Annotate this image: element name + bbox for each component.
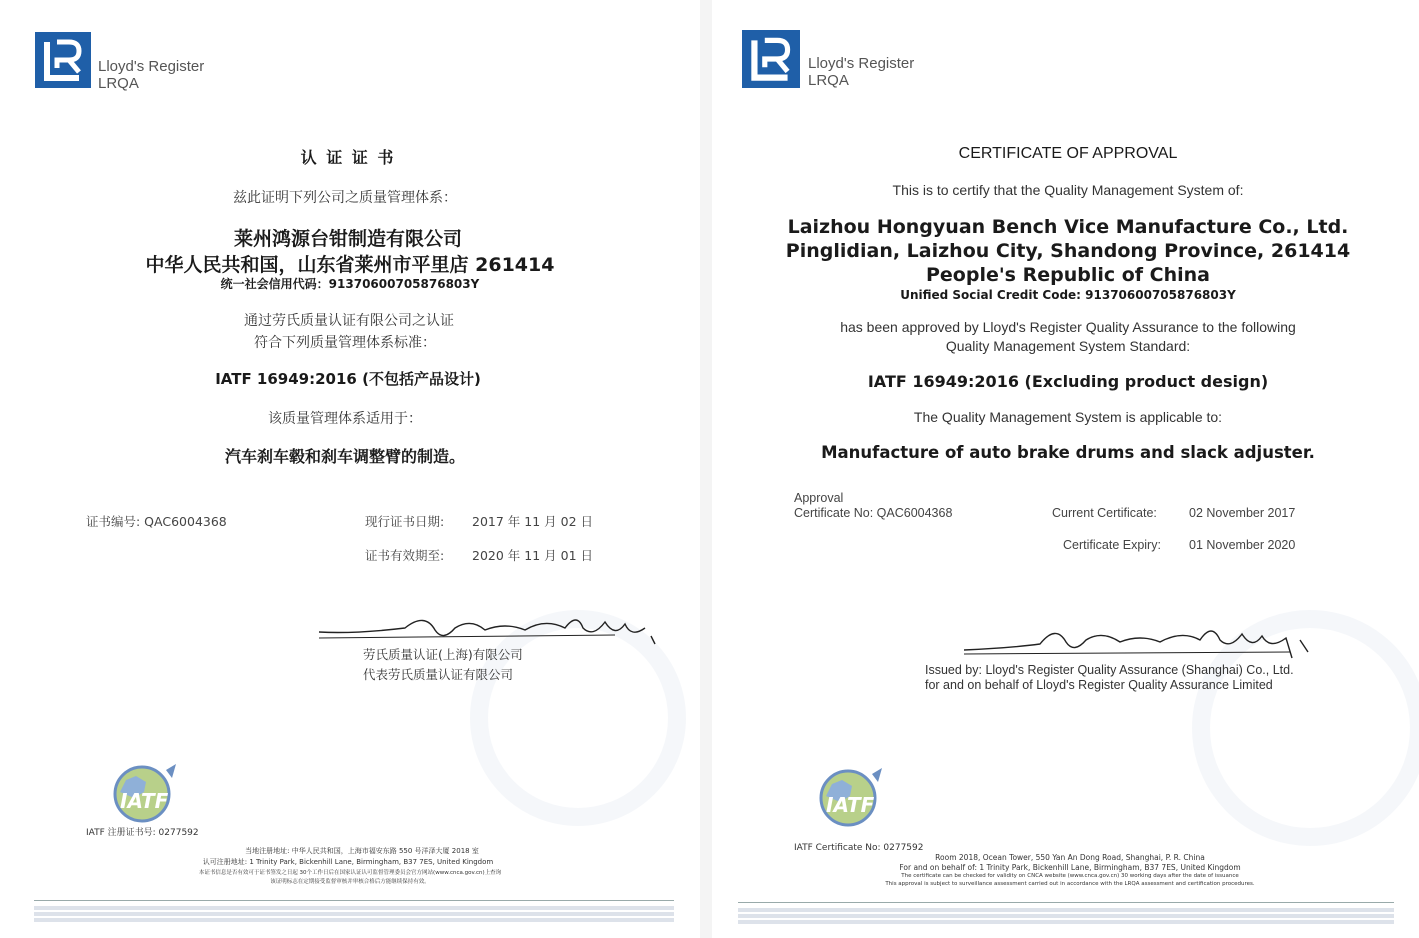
company-address: 中华人民共和国，山东省莱州市平里店 261414 xyxy=(145,254,555,276)
brand-line1: Lloyd's Register xyxy=(808,55,915,72)
footer-fine-print xyxy=(738,906,1394,924)
certificate-number: 证书编号: QAC6004368 xyxy=(86,514,227,529)
certificate-english xyxy=(712,0,1419,938)
page-divider xyxy=(700,0,712,938)
brand-line2: LRQA xyxy=(98,75,139,92)
iatf-logo xyxy=(106,762,184,824)
issuer-line1: Issued by: Lloyd's Register Quality Assurance (Shanghai) Co., Ltd. xyxy=(925,663,1294,677)
svg-text:IATF: IATF xyxy=(826,793,875,817)
scope: 汽车刹车毂和刹车调整臂的制造。 xyxy=(224,447,466,466)
approval-label: Approval xyxy=(794,491,844,505)
expiry-date: 2020 年 11 月 01 日 xyxy=(472,548,593,563)
address-line1: 当地注册地址: 中华人民共和国，上海市福安东路 550 号洋泽大厦 2018 室 xyxy=(245,847,479,855)
approval-line2: Quality Management System Standard: xyxy=(945,338,1191,354)
standard: IATF 16949:2016 (不包括产品设计) xyxy=(215,370,481,388)
certificate-title: 认 证 证 书 xyxy=(300,148,396,167)
address-line2: 认可注册地址: 1 Trinity Park, Bickenhill Lane, Birmingham, B37 7ES, United Kingdom xyxy=(202,858,494,866)
issuer-line2: 代表劳氏质量认证有限公司 xyxy=(363,667,514,682)
issuer-line1: 劳氏质量认证(上海)有限公司 xyxy=(363,647,523,662)
company-address: Pinglidian, Laizhou City, Shandong Province, 261414 xyxy=(785,240,1351,262)
issuer-line2: for and on behalf of Lloyd's Register Quality Assurance Limited xyxy=(925,678,1273,692)
lloyds-register-logo xyxy=(35,32,91,88)
scope: Manufacture of auto brake drums and slack adjuster. xyxy=(821,443,1315,462)
footer-rule xyxy=(34,900,674,901)
intro-text: 兹此证明下列公司之质量管理体系： xyxy=(233,190,457,206)
intro-text: This is to certify that the Quality Management System of: xyxy=(892,182,1244,198)
scope-intro: 该质量管理体系适用于： xyxy=(268,411,422,427)
certificate-title: CERTIFICATE OF APPROVAL xyxy=(958,145,1178,162)
iatf-number: IATF Certificate No: 0277592 xyxy=(794,843,924,853)
credit-code: Unified Social Credit Code: 91370600705876803Y xyxy=(900,288,1236,302)
approval-line1: 通过劳氏质量认证有限公司之认证 xyxy=(244,313,454,329)
approval-line1: has been approved by Lloyd's Register Quality Assurance to the following xyxy=(840,319,1296,335)
address-line3: 本证书信息是否有效可于证书签发之日起 30个工作日后在国家认证认可监督管理委员会官方网站(www.cnca.gov.cn)上查询 xyxy=(198,870,502,876)
expiry-date-label: Certificate Expiry: xyxy=(1063,538,1161,552)
footer-rule xyxy=(738,902,1394,903)
expiry-date-label: 证书有效期至: xyxy=(365,548,445,563)
address-line4: This approval is subject to surveillance assessment carried out in accordance with the LRQA assessment and certification procedures. xyxy=(885,881,1255,887)
company-name: Laizhou Hongyuan Bench Vice Manufacture Co., Ltd. xyxy=(787,216,1349,238)
address-line3: The certificate can be checked for validity on CNCA website (www.cnca.gov.cn) 30 working days after the date of issuance xyxy=(901,873,1239,879)
address-line2: For and on behalf of: 1 Trinity Park, Bickenhill Lane, Birmingham, B37 7ES, United Kingdom xyxy=(899,863,1241,872)
iatf-logo xyxy=(812,766,890,828)
address-line1: Room 2018, Ocean Tower, 550 Yan An Dong Road, Shanghai, P. R. China xyxy=(935,853,1205,862)
company-country: People's Republic of China xyxy=(925,264,1211,286)
company-name: 莱州鸿源台钳制造有限公司 xyxy=(233,228,463,250)
brand-name xyxy=(808,55,914,89)
address-line4: 该证明标志在定期接受监督审核并审核合格后方能继续保持有效。 xyxy=(270,879,430,885)
lloyds-register-logo xyxy=(742,30,800,88)
approval-line2: 符合下列质量管理体系标准： xyxy=(254,335,436,351)
iatf-number: IATF 注册证书号: 0277592 xyxy=(86,828,199,838)
credit-code: 统一社会信用代码：91370600705876803Y xyxy=(220,277,480,291)
certificate-chinese xyxy=(0,0,700,938)
current-date: 02 November 2017 xyxy=(1189,506,1296,520)
brand-line1: Lloyd's Register xyxy=(98,58,205,75)
svg-text:IATF: IATF xyxy=(120,789,169,813)
brand-name xyxy=(98,58,204,92)
current-date-label: 现行证书日期: xyxy=(365,514,445,529)
expiry-date: 01 November 2020 xyxy=(1189,538,1296,552)
certificate-number: Certificate No: QAC6004368 xyxy=(794,506,953,520)
current-date: 2017 年 11 月 02 日 xyxy=(472,514,593,529)
brand-line2: LRQA xyxy=(808,72,849,89)
standard: IATF 16949:2016 (Excluding product design) xyxy=(867,372,1269,391)
footer-fine-print xyxy=(34,904,674,922)
scope-intro: The Quality Management System is applicable to: xyxy=(913,409,1223,425)
current-date-label: Current Certificate: xyxy=(1052,506,1157,520)
